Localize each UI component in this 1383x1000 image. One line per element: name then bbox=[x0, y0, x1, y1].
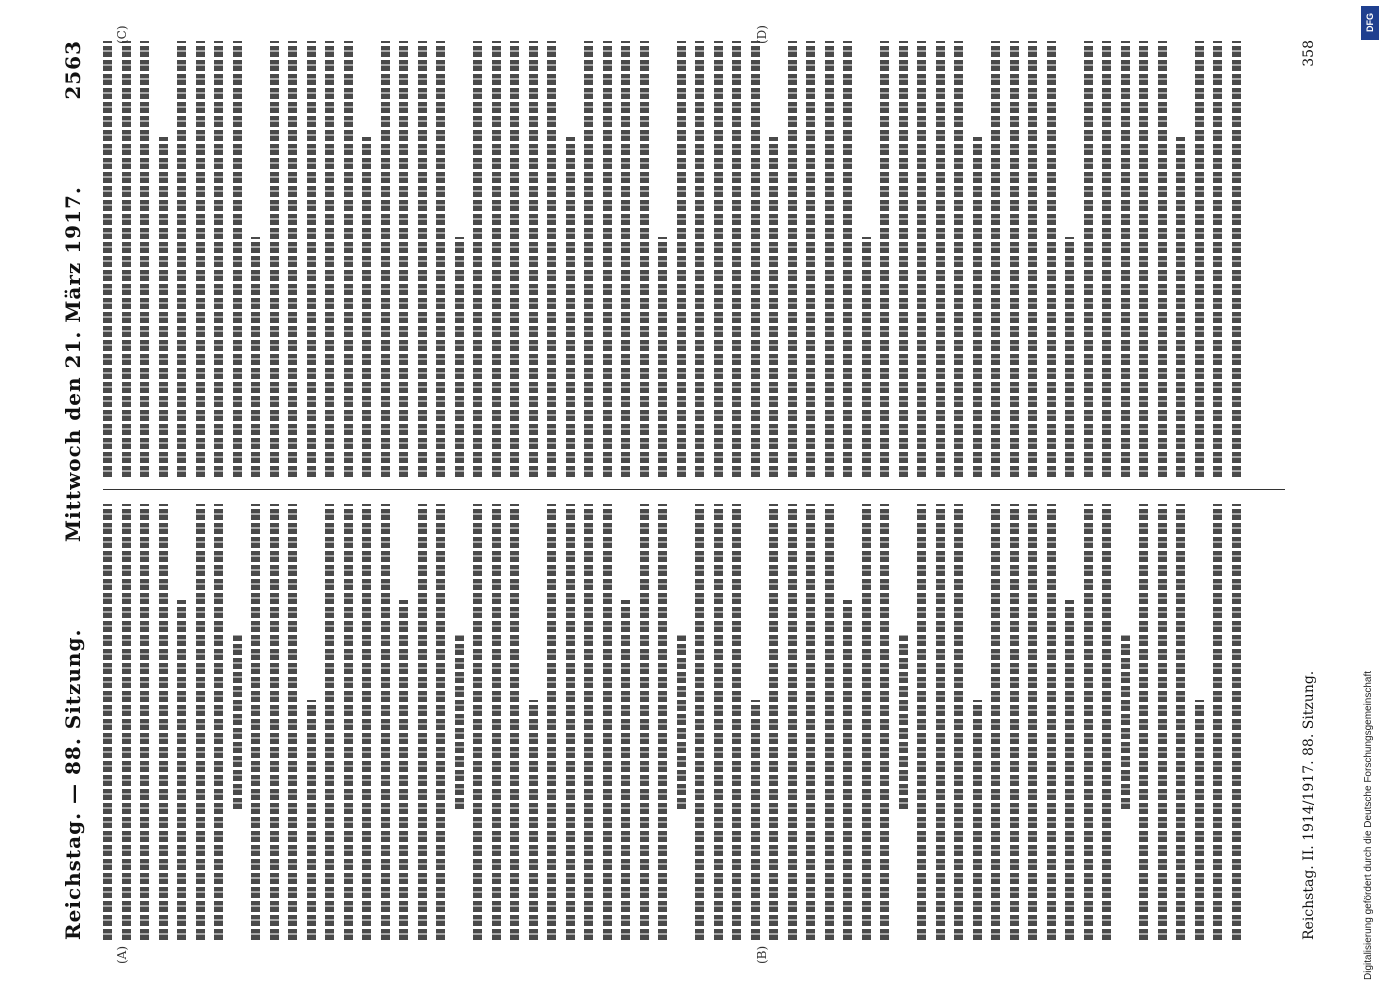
text-line-placeholder bbox=[695, 504, 704, 940]
footer-right: 358 bbox=[1301, 40, 1317, 67]
text-line-placeholder bbox=[1028, 41, 1037, 477]
text-line-placeholder bbox=[566, 504, 575, 940]
header-date: Mittwoch den 21. März 1917. bbox=[61, 186, 85, 543]
text-line-placeholder bbox=[825, 504, 834, 940]
text-line-placeholder bbox=[1065, 237, 1074, 477]
text-line-placeholder bbox=[806, 41, 815, 477]
text-line-placeholder bbox=[288, 504, 297, 940]
text-line-placeholder bbox=[621, 600, 630, 940]
text-line-placeholder bbox=[196, 504, 205, 940]
text-line-placeholder bbox=[973, 700, 982, 940]
text-line-placeholder bbox=[418, 504, 427, 940]
text-line-placeholder bbox=[677, 41, 686, 477]
text-line-placeholder bbox=[769, 504, 778, 940]
text-columns bbox=[103, 40, 1285, 940]
text-line-placeholder bbox=[677, 635, 686, 809]
text-line-placeholder bbox=[1139, 41, 1148, 477]
text-line-placeholder bbox=[307, 41, 316, 477]
header-left: Reichstag. — 88. Sitzung. bbox=[61, 628, 85, 940]
text-line-placeholder bbox=[1121, 635, 1130, 809]
text-line-placeholder bbox=[362, 137, 371, 477]
text-line-placeholder bbox=[1232, 504, 1241, 940]
text-line-placeholder bbox=[418, 41, 427, 477]
rotated-page-content bbox=[55, 10, 1345, 970]
text-line-placeholder bbox=[159, 504, 168, 940]
text-line-placeholder bbox=[529, 700, 538, 940]
text-line-placeholder bbox=[1158, 504, 1167, 940]
margin-mark-b: (B) bbox=[755, 945, 769, 964]
text-line-placeholder bbox=[270, 504, 279, 940]
text-line-placeholder bbox=[751, 41, 760, 477]
text-line-placeholder bbox=[344, 41, 353, 477]
text-line-placeholder bbox=[640, 504, 649, 940]
text-line-placeholder bbox=[307, 700, 316, 940]
text-line-placeholder bbox=[640, 41, 649, 477]
text-line-placeholder bbox=[510, 504, 519, 940]
text-line-placeholder bbox=[788, 504, 797, 940]
text-line-placeholder bbox=[584, 41, 593, 477]
text-line-placeholder bbox=[695, 41, 704, 477]
attribution-strip bbox=[1359, 0, 1383, 1000]
text-line-placeholder bbox=[547, 504, 556, 940]
text-line-placeholder bbox=[1102, 41, 1111, 477]
text-line-placeholder bbox=[455, 635, 464, 809]
text-line-placeholder bbox=[1028, 504, 1037, 940]
text-line-placeholder bbox=[899, 635, 908, 809]
text-line-placeholder bbox=[1213, 504, 1222, 940]
text-line-placeholder bbox=[621, 41, 630, 477]
text-line-placeholder bbox=[714, 41, 723, 477]
text-line-placeholder bbox=[103, 41, 112, 477]
text-line-placeholder bbox=[1047, 41, 1056, 477]
text-line-placeholder bbox=[325, 504, 334, 940]
text-line-placeholder bbox=[899, 41, 908, 477]
text-line-placeholder bbox=[233, 635, 242, 809]
page-footer bbox=[1301, 40, 1325, 940]
text-line-placeholder bbox=[177, 600, 186, 940]
text-line-placeholder bbox=[1084, 504, 1093, 940]
text-line-placeholder bbox=[233, 41, 242, 477]
text-line-placeholder bbox=[954, 41, 963, 477]
left-text-column bbox=[103, 503, 1285, 940]
text-line-placeholder bbox=[880, 41, 889, 477]
text-line-placeholder bbox=[991, 504, 1000, 940]
text-line-placeholder bbox=[603, 41, 612, 477]
text-line-placeholder bbox=[436, 504, 445, 940]
text-line-placeholder bbox=[473, 41, 482, 477]
text-line-placeholder bbox=[954, 504, 963, 940]
footer-left: Reichstag. II. 1914/1917. 88. Sitzung. bbox=[1301, 670, 1317, 940]
text-line-placeholder bbox=[436, 41, 445, 477]
text-line-placeholder bbox=[1010, 41, 1019, 477]
text-line-placeholder bbox=[584, 504, 593, 940]
text-line-placeholder bbox=[547, 41, 556, 477]
text-line-placeholder bbox=[492, 504, 501, 940]
text-line-placeholder bbox=[381, 504, 390, 940]
text-line-placeholder bbox=[603, 504, 612, 940]
text-line-placeholder bbox=[1232, 41, 1241, 477]
text-line-placeholder bbox=[973, 137, 982, 477]
text-line-placeholder bbox=[1176, 504, 1185, 940]
text-line-placeholder bbox=[381, 41, 390, 477]
text-line-placeholder bbox=[862, 237, 871, 477]
text-line-placeholder bbox=[1158, 41, 1167, 477]
text-line-placeholder bbox=[1213, 41, 1222, 477]
margin-mark-a: (A) bbox=[115, 945, 129, 964]
text-line-placeholder bbox=[362, 504, 371, 940]
text-line-placeholder bbox=[843, 600, 852, 940]
text-line-placeholder bbox=[936, 41, 945, 477]
text-line-placeholder bbox=[344, 504, 353, 940]
text-line-placeholder bbox=[936, 504, 945, 940]
text-line-placeholder bbox=[399, 41, 408, 477]
text-line-placeholder bbox=[658, 237, 667, 477]
text-line-placeholder bbox=[140, 504, 149, 940]
text-line-placeholder bbox=[159, 137, 168, 477]
text-line-placeholder bbox=[214, 41, 223, 477]
page-header bbox=[55, 40, 91, 940]
text-line-placeholder bbox=[122, 41, 131, 477]
text-line-placeholder bbox=[1195, 700, 1204, 940]
text-line-placeholder bbox=[270, 41, 279, 477]
text-line-placeholder bbox=[788, 41, 797, 477]
text-line-placeholder bbox=[917, 41, 926, 477]
text-line-placeholder bbox=[566, 137, 575, 477]
text-line-placeholder bbox=[1084, 41, 1093, 477]
attribution-text: Digitalisierung gefördert durch die Deutsche Forschungsgemeinschaft bbox=[1363, 670, 1374, 980]
text-line-placeholder bbox=[140, 41, 149, 477]
text-line-placeholder bbox=[1010, 504, 1019, 940]
page-number: 2563 bbox=[61, 40, 85, 100]
text-line-placeholder bbox=[251, 504, 260, 940]
text-line-placeholder bbox=[1176, 137, 1185, 477]
text-line-placeholder bbox=[732, 504, 741, 940]
text-line-placeholder bbox=[325, 41, 334, 477]
text-line-placeholder bbox=[1195, 41, 1204, 477]
text-line-placeholder bbox=[714, 504, 723, 940]
text-line-placeholder bbox=[991, 41, 1000, 477]
text-line-placeholder bbox=[103, 504, 112, 940]
text-line-placeholder bbox=[1121, 41, 1130, 477]
text-line-placeholder bbox=[751, 700, 760, 940]
text-line-placeholder bbox=[214, 504, 223, 940]
text-line-placeholder bbox=[732, 41, 741, 477]
text-line-placeholder bbox=[492, 41, 501, 477]
margin-mark-d: (D) bbox=[755, 25, 769, 44]
text-line-placeholder bbox=[473, 504, 482, 940]
text-line-placeholder bbox=[806, 504, 815, 940]
text-line-placeholder bbox=[399, 600, 408, 940]
text-line-placeholder bbox=[843, 41, 852, 477]
text-line-placeholder bbox=[880, 504, 889, 940]
dfg-logo: DFG bbox=[1361, 6, 1379, 40]
text-line-placeholder bbox=[529, 41, 538, 477]
text-line-placeholder bbox=[1102, 504, 1111, 940]
text-line-placeholder bbox=[825, 41, 834, 477]
right-text-column bbox=[103, 40, 1285, 477]
scanned-page bbox=[55, 10, 1345, 970]
text-line-placeholder bbox=[251, 237, 260, 477]
text-line-placeholder bbox=[862, 504, 871, 940]
text-line-placeholder bbox=[177, 41, 186, 477]
text-line-placeholder bbox=[658, 504, 667, 940]
text-line-placeholder bbox=[1139, 504, 1148, 940]
text-line-placeholder bbox=[1047, 504, 1056, 940]
text-line-placeholder bbox=[455, 237, 464, 477]
margin-mark-c: (C) bbox=[115, 25, 129, 44]
text-line-placeholder bbox=[917, 504, 926, 940]
text-line-placeholder bbox=[769, 137, 778, 477]
text-line-placeholder bbox=[196, 41, 205, 477]
text-line-placeholder bbox=[510, 41, 519, 477]
text-line-placeholder bbox=[1065, 600, 1074, 940]
text-line-placeholder bbox=[288, 41, 297, 477]
text-line-placeholder bbox=[122, 504, 131, 940]
